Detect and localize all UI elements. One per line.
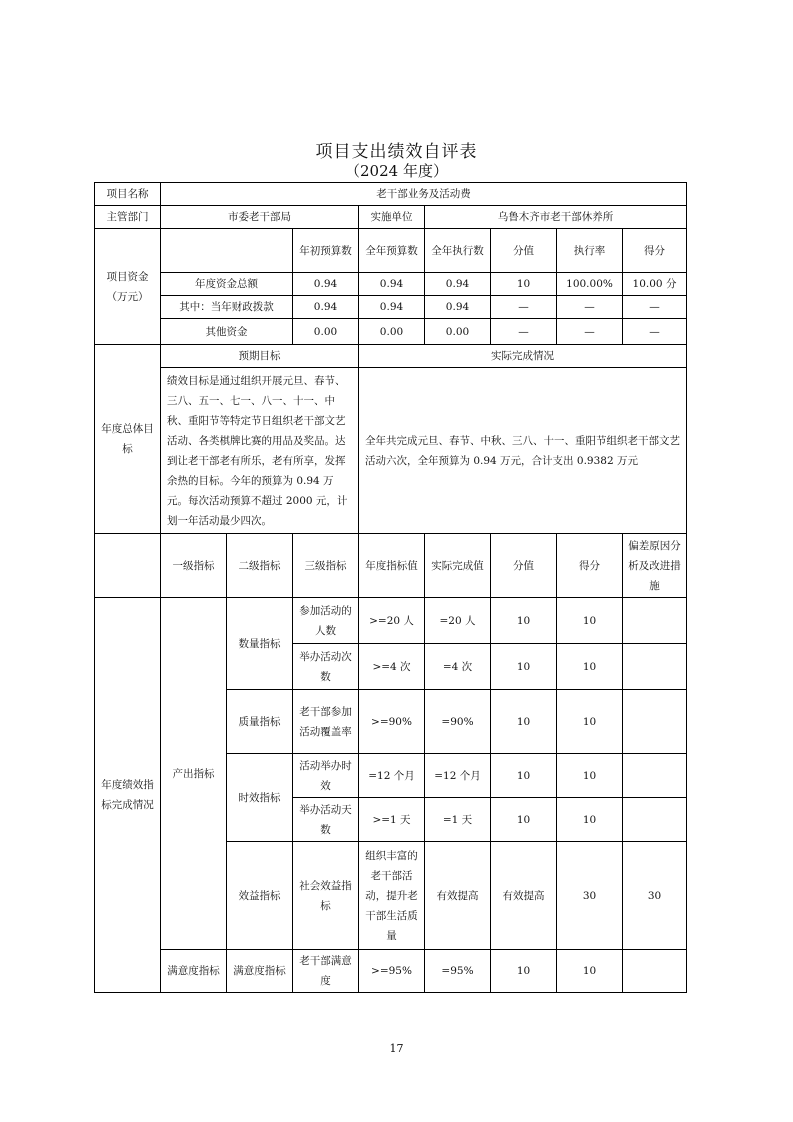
indicator-header: 年度指标值	[359, 534, 425, 598]
project-name: 老干部业务及活动费	[161, 183, 687, 206]
funds-cell: 0.00	[359, 319, 425, 345]
funds-row	[95, 273, 687, 296]
indicator-header: 三级指标	[293, 534, 359, 598]
indicator-header: 分值	[491, 534, 557, 598]
indicator-actual: =95%	[425, 950, 491, 993]
actual-completion-text: 全年共完成元旦、春节、中秋、三八、十一、重阳节组织老干部文艺活动六次，全年预算为 0.94 万元，合计支出 0.9382 万元	[359, 368, 687, 534]
funds-label: 项目资金（万元）	[95, 229, 161, 345]
indicator-name: 举办活动次数	[293, 644, 359, 690]
funds-cell: —	[557, 319, 623, 345]
page-title: 项目支出绩效自评表	[315, 142, 478, 162]
project-name-label: 项目名称	[95, 183, 161, 206]
indicator-score-value: 30	[557, 842, 623, 950]
satisfaction-sub-indicator-label: 满意度指标	[227, 950, 293, 993]
indicator-actual: 有效提高	[491, 842, 557, 950]
indicator-actual: =4 次	[425, 644, 491, 690]
indicator-name: 老干部参加活动覆盖率	[293, 690, 359, 754]
indicator-target: >=4 次	[359, 644, 425, 690]
unit: 乌鲁木齐市老干部休养所	[425, 206, 687, 229]
expected-goal-text: 绩效目标是通过组织开展元旦、春节、三八、五一、七一、八一、十一、中秋、重阳节等特定节日组织老干部文艺活动、各类棋牌比赛的用品及奖品。达到让老干部老有所乐，老有所享，发挥余热的目标。今年的预算为 0.94 万元。每次活动预算不超过 2000 元，计划一年活动最少四次。	[161, 368, 359, 534]
indicator-target: =12 个月	[359, 754, 425, 798]
indicator-actual: =12 个月	[425, 754, 491, 798]
funds-cell: 0.94	[425, 273, 491, 296]
indicator-name: 举办活动天数	[293, 798, 359, 842]
indicator-score: 10	[557, 644, 623, 690]
funds-row	[95, 296, 687, 319]
funds-cell: —	[491, 319, 557, 345]
goals-label: 年度总体目标	[95, 345, 161, 534]
indicator-name: 组织丰富的老干部活动，提升老干部生活质量	[359, 842, 425, 950]
funds-cell: 0.00	[425, 319, 491, 345]
indicator-note	[623, 798, 687, 842]
indicator-header: 实际完成值	[425, 534, 491, 598]
funds-cell: 0.94	[425, 296, 491, 319]
indicator-score: 10	[557, 798, 623, 842]
self-evaluation-table	[94, 182, 687, 993]
timeliness-indicator-label: 时效指标	[227, 754, 293, 842]
expected-goal-header: 预期目标	[161, 345, 359, 368]
indicator-score-value: 10	[491, 644, 557, 690]
indicator-score-value: 10	[491, 690, 557, 754]
indicator-name: 活动举办时效	[293, 754, 359, 798]
dept-label: 主管部门	[95, 206, 161, 229]
funds-cell: 100.00%	[557, 273, 623, 296]
indicator-target: >=95%	[359, 950, 425, 993]
funds-cell: 0.94	[293, 273, 359, 296]
indicator-score: 10	[557, 598, 623, 644]
indicator-note	[623, 950, 687, 993]
indicator-note	[623, 598, 687, 644]
indicator-name: 老干部满意度	[293, 950, 359, 993]
benefit-indicator-label: 效益指标	[227, 842, 293, 950]
indicator-note	[623, 690, 687, 754]
page-number: 17	[389, 1042, 404, 1055]
satisfaction-indicator-label: 满意度指标	[161, 950, 227, 993]
page-subtitle: （2024 年度）	[345, 162, 448, 180]
indicator-actual: =20 人	[425, 598, 491, 644]
indicator-header: 一级指标	[161, 534, 227, 598]
funds-row-name: 年度资金总额	[161, 273, 293, 296]
indicator-score: 30	[623, 842, 687, 950]
table-row	[95, 950, 687, 993]
funds-header: 分值	[491, 229, 557, 273]
social-benefit-indicator-label: 社会效益指标	[293, 842, 359, 950]
table-row	[95, 598, 687, 644]
funds-cell: —	[557, 296, 623, 319]
indicator-target: >=20 人	[359, 598, 425, 644]
funds-cell: 10.00 分	[623, 273, 687, 296]
funds-header: 全年预算数	[359, 229, 425, 273]
quantity-indicator-label: 数量指标	[227, 598, 293, 690]
indicator-header: 二级指标	[227, 534, 293, 598]
indicator-actual: =1 天	[425, 798, 491, 842]
indicator-target: >=1 天	[359, 798, 425, 842]
indicator-target: 有效提高	[425, 842, 491, 950]
actual-completion-header: 实际完成情况	[359, 345, 687, 368]
unit-label: 实施单位	[359, 206, 425, 229]
funds-cell: —	[491, 296, 557, 319]
funds-cell: 0.94	[293, 296, 359, 319]
indicator-name: 参加活动的人数	[293, 598, 359, 644]
funds-cell: 0.00	[293, 319, 359, 345]
funds-row-name: 其中：当年财政拨款	[161, 296, 293, 319]
funds-cell: —	[623, 296, 687, 319]
indicator-header: 得分	[557, 534, 623, 598]
funds-header: 得分	[623, 229, 687, 273]
funds-header: 年初预算数	[293, 229, 359, 273]
indicator-score-value: 10	[491, 754, 557, 798]
output-indicator-label: 产出指标	[161, 598, 227, 950]
indicator-score-value: 10	[491, 950, 557, 993]
indicator-header: 偏差原因分析及改进措施	[623, 534, 687, 598]
indicator-header-blank	[95, 534, 161, 598]
indicator-actual: =90%	[425, 690, 491, 754]
indicator-score-value: 10	[491, 798, 557, 842]
indicator-target: >=90%	[359, 690, 425, 754]
indicator-score: 10	[557, 950, 623, 993]
indicator-note	[623, 754, 687, 798]
dept: 市委老干部局	[161, 206, 359, 229]
funds-header-blank	[161, 229, 293, 273]
indicator-score-value: 10	[491, 598, 557, 644]
funds-row-name: 其他资金	[161, 319, 293, 345]
funds-header: 全年执行数	[425, 229, 491, 273]
quality-indicator-label: 质量指标	[227, 690, 293, 754]
indicator-score: 10	[557, 690, 623, 754]
funds-cell: —	[623, 319, 687, 345]
funds-cell: 10	[491, 273, 557, 296]
funds-cell: 0.94	[359, 296, 425, 319]
indicator-note	[623, 644, 687, 690]
indicators-section-label: 年度绩效指标完成情况	[95, 598, 161, 993]
funds-header: 执行率	[557, 229, 623, 273]
funds-row	[95, 319, 687, 345]
indicator-score: 10	[557, 754, 623, 798]
funds-cell: 0.94	[359, 273, 425, 296]
